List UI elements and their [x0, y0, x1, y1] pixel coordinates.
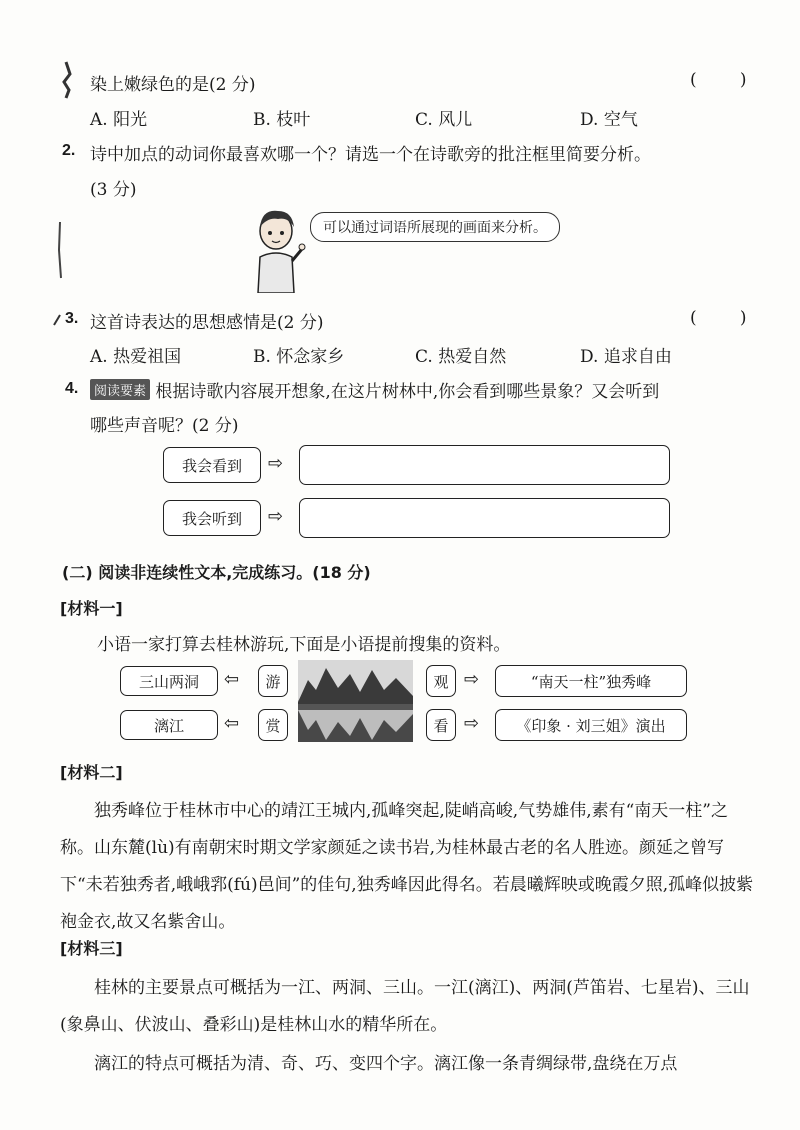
arrow-left-top-icon: ⇦: [224, 669, 240, 690]
guilin-landscape-photo: [298, 660, 413, 742]
material3-label: [材料三]: [60, 939, 123, 958]
q1-option-a[interactable]: A. 阳光: [90, 110, 148, 130]
material2-label: [材料二]: [60, 763, 123, 782]
q2-score: (3 分): [90, 180, 137, 200]
section2-title-text: (二) 阅读非连续性文本,完成练习。: [62, 563, 313, 582]
q1-option-c[interactable]: C. 风儿: [415, 110, 473, 130]
verb-guan-box: 观: [426, 665, 456, 697]
q4-stem-text: 根据诗歌内容展开想象,在这片树林中,你会看到哪些景象？又会听到: [155, 382, 660, 402]
box-li-river: 漓江: [120, 710, 218, 740]
box-duxiu-peak: “南天一柱”独秀峰: [495, 665, 687, 697]
q4-number: 4.: [65, 380, 79, 397]
reading-element-tag: 阅读要素: [90, 379, 150, 400]
q3-stem: 这首诗表达的思想感情是(2 分): [90, 313, 324, 333]
q1-option-b[interactable]: B. 枝叶: [253, 110, 311, 130]
q1-stem: 染上嫩绿色的是(2 分): [90, 75, 256, 95]
q3-option-c[interactable]: C. 热爱自然: [415, 347, 507, 367]
verb-shang-box: 赏: [258, 709, 288, 741]
see-arrow-icon: ⇨: [268, 453, 284, 474]
scan-mark-left: [55, 220, 65, 280]
verb-you-box: 游: [258, 665, 288, 697]
hear-answer-field[interactable]: [299, 498, 670, 538]
section2-title: [62, 560, 371, 583]
hint-bubble: 可以通过词语所展现的画面来分析。: [310, 212, 560, 242]
arrow-left-bottom-icon: ⇦: [224, 713, 240, 734]
material2-text: 独秀峰位于桂林市中心的靖江王城内,孤峰突起,陡峭高峻,气势雄伟,素有“南天一柱”之称。山东麓(lù)有南朝宋时期文学家颜延之读书岩,为桂林最古老的名人胜迹。颜延之曾写下“未若独秀者,峨峨郛(fú)邑间”的佳句,独秀峰因此得名。若晨曦辉映或晚霞夕照,孤峰似披紫袍金衣,故又名紫舍山。: [60, 801, 754, 932]
hear-label-box: 我会听到: [163, 500, 261, 536]
see-label-box: 我会看到: [163, 447, 261, 483]
q4-stem-line2: 哪些声音呢？(2 分): [90, 416, 239, 436]
q3-option-b[interactable]: B. 怀念家乡: [253, 347, 345, 367]
q1-answer-paren[interactable]: ( ): [690, 70, 747, 90]
q3-answer-paren[interactable]: ( ): [690, 308, 747, 328]
hear-arrow-icon: ⇨: [268, 506, 284, 527]
q3-option-d[interactable]: D. 追求自由: [580, 347, 672, 367]
q2-stem: 诗中加点的动词你最喜欢哪一个？请选一个在诗歌旁的批注框里简要分析。: [90, 145, 651, 165]
scan-mark-top: [60, 60, 74, 100]
material1-label: [材料一]: [60, 599, 123, 618]
box-impression-show: 《印象 · 刘三姐》演出: [495, 709, 687, 741]
boy-illustration: [248, 205, 306, 293]
arrow-right-bottom-icon: ⇨: [464, 713, 480, 734]
material3-text1: 桂林的主要景点可概括为一江、两洞、三山。一江(漓江)、两洞(芦笛岩、七星岩)、三山(象鼻山、伏波山、叠彩山)是桂林山水的精华所在。: [60, 978, 750, 1035]
q4-stem: [90, 377, 659, 402]
q3-number: 3.: [65, 310, 79, 327]
q3-option-a[interactable]: A. 热爱祖国: [90, 347, 182, 367]
scan-mark-q3: [52, 312, 62, 326]
material1-intro: 小语一家打算去桂林游玩,下面是小语提前搜集的资料。: [97, 635, 511, 655]
section2-score: (18 分): [312, 563, 371, 582]
material3-text2: 漓江的特点可概括为清、奇、巧、变四个字。漓江像一条青绸绿带,盘绕在万点: [94, 1054, 678, 1074]
see-answer-field[interactable]: [299, 445, 670, 485]
arrow-right-top-icon: ⇨: [464, 669, 480, 690]
box-three-mountains: 三山两洞: [120, 666, 218, 696]
verb-kan-box: 看: [426, 709, 456, 741]
q1-option-d[interactable]: D. 空气: [580, 110, 638, 130]
q2-number: 2.: [62, 142, 76, 159]
